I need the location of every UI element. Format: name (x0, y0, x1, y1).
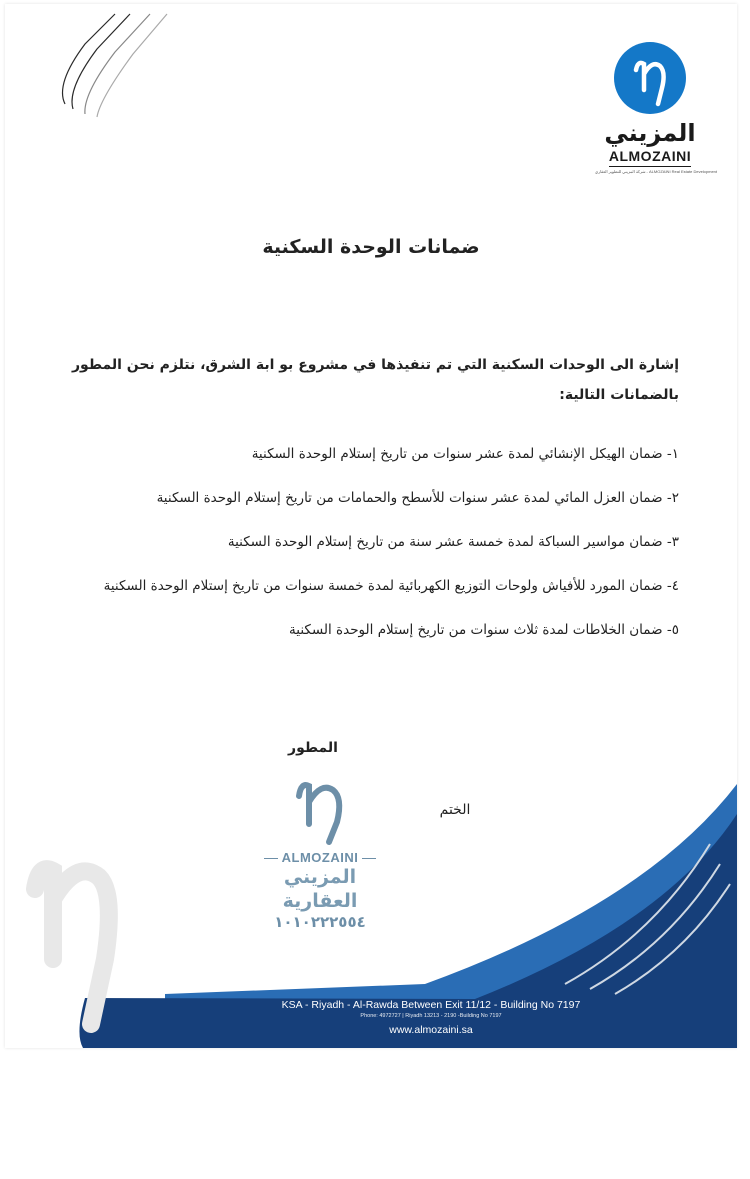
developer-label: المطور (288, 740, 338, 756)
footer-info (165, 998, 697, 1037)
warranty-item-structure: ١- ضمان الهيكل الإنشائي لمدة عشر سنوات من تاريخ إستلام الوحدة السكنية (251, 446, 679, 462)
intro-paragraph: إشارة الى الوحدات السكنية التي تم تنفيذها في مشروع بو ابة الشرق، نتلزم نحن المطور بالضمانات التالية: (72, 357, 679, 403)
company-logo (595, 40, 718, 174)
warranty-list (39, 440, 679, 660)
company-stamp (245, 774, 395, 931)
warranty-item-mixers: ٥- ضمان الخلاطات لمدة ثلاث سنوات من تاريخ إستلام الوحدة السكنية (289, 622, 679, 638)
footer-address: KSA - Riyadh - Al-Rawda Between Exit 11/12 - Building No 7197 (281, 999, 581, 1011)
logo-emblem-icon (612, 40, 688, 116)
decorative-lines (45, 14, 175, 124)
logo-english-name: ALMOZAINI (609, 148, 691, 167)
warranty-item-plumbing: ٣- ضمان مواسير السباكة لمدة خمسة عشر سنة من تاريخ إستلام الوحدة السكنية (227, 534, 679, 550)
stamp-registration-number: ١٠١٠٢٢٢٥٥٤ (274, 913, 366, 931)
footer-website: www.almozaini.sa (389, 1024, 473, 1036)
warranty-item-electrical: ٤- ضمان المورد للأفياش ولوحات التوزيع الكهربائية لمدة خمسة سنوات من تاريخ إستلام الوحدة السكنية (103, 578, 679, 594)
stamp-emblem-icon (285, 774, 355, 844)
warranty-item-waterproofing: ٢- ضمان العزل المائي لمدة عشر سنوات للأسطح والحمامات من تاريخ إستلام الوحدة السكنية (156, 490, 679, 506)
footer-contact: Phone: 4972727 | Riyadh 13213 - 2190 -Building No 7197 (360, 1013, 502, 1019)
stamp-english-name: ALMOZAINI (245, 850, 395, 865)
watermark-emblem-icon (25, 849, 125, 1029)
logo-arabic-name: المزيني (604, 119, 696, 147)
document-page (5, 4, 737, 1048)
document-title: ضمانات الوحدة السكنية (262, 236, 480, 258)
stamp-arabic-name: المزيني العقارية (282, 866, 358, 912)
logo-tagline: شركة المزيني للتطوير العقاري - ALMOZAINI Real Estate Development (595, 169, 718, 174)
stamp-label: الختم (439, 802, 471, 818)
